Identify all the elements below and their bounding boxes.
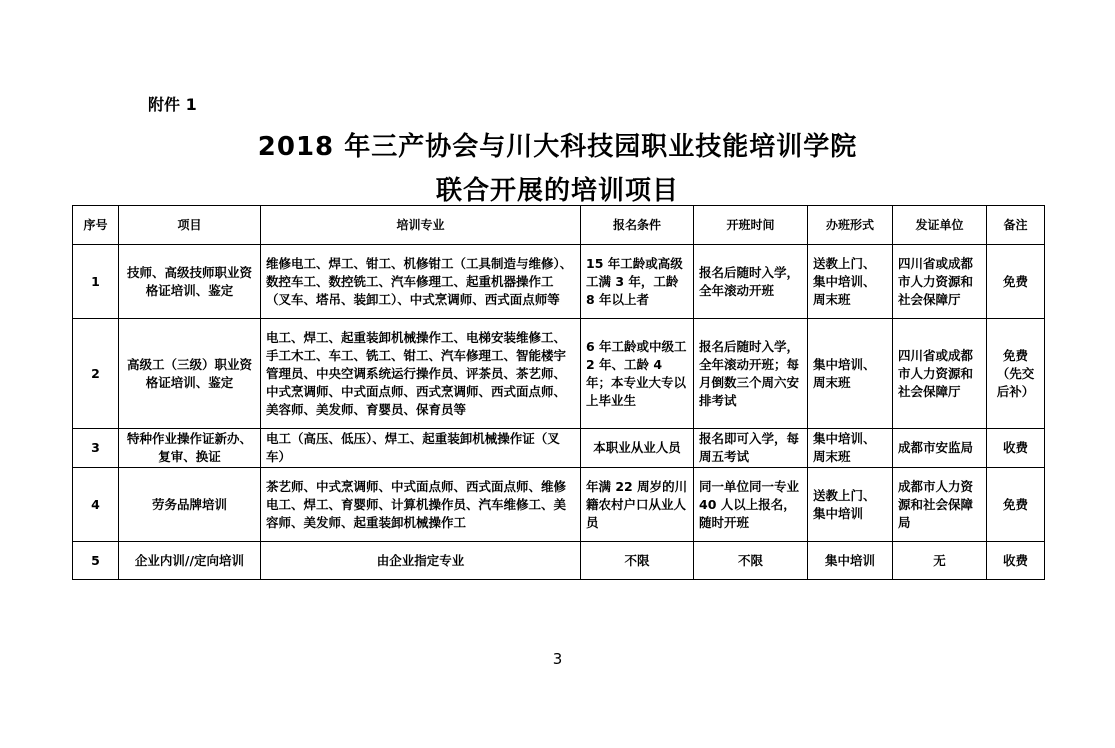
header-cell: 培训专业 — [261, 206, 581, 245]
header-cell: 项目 — [119, 206, 261, 245]
cell-project: 特种作业操作证新办、复审、换证 — [119, 429, 261, 468]
cell-start-time: 不限 — [694, 542, 808, 580]
cell-project: 技师、高级技师职业资格证培训、鉴定 — [119, 245, 261, 319]
header-cell: 发证单位 — [893, 206, 987, 245]
cell-project: 企业内训//定向培训 — [119, 542, 261, 580]
cell-project: 高级工（三级）职业资格证培训、鉴定 — [119, 319, 261, 429]
cell-majors: 电工、焊工、起重装卸机械操作工、电梯安装维修工、手工木工、车工、铣工、钳工、汽车修理工、智能楼宇管理员、中央空调系统运行操作员、评茶员、茶艺师、中式烹调师、中式面点师、西式烹调师、西式面点师、美容师、美发师、育婴员、保育员等 — [261, 319, 581, 429]
cell-index: 1 — [73, 245, 119, 319]
cell-majors: 茶艺师、中式烹调师、中式面点师、西式面点师、维修电工、焊工、育婴师、计算机操作员、汽车维修工、美容师、美发师、起重装卸机械操作工 — [261, 468, 581, 542]
cell-issuer: 成都市安监局 — [893, 429, 987, 468]
header-cell: 开班时间 — [694, 206, 808, 245]
cell-requirements: 年满 22 周岁的川籍农村户口从业人员 — [581, 468, 694, 542]
cell-remark: 免费（先交后补） — [987, 319, 1045, 429]
cell-issuer: 四川省或成都市人力资源和社会保障厅 — [893, 319, 987, 429]
cell-majors: 电工（高压、低压）、焊工、起重装卸机械操作证（叉车） — [261, 429, 581, 468]
header-cell: 办班形式 — [808, 206, 893, 245]
page-number: 3 — [552, 650, 563, 668]
cell-issuer: 成都市人力资源和社会保障局 — [893, 468, 987, 542]
header-cell: 报名条件 — [581, 206, 694, 245]
table-row — [73, 542, 1045, 580]
cell-project: 劳务品牌培训 — [119, 468, 261, 542]
cell-index: 5 — [73, 542, 119, 580]
table-row — [73, 245, 1045, 319]
cell-remark: 免费 — [987, 468, 1045, 542]
table-row — [73, 468, 1045, 542]
cell-requirements: 本职业从业人员 — [581, 429, 694, 468]
cell-start-time: 报名后随时入学，全年滚动开班 — [694, 245, 808, 319]
cell-format: 集中培训、周末班 — [808, 319, 893, 429]
cell-start-time: 同一单位同一专业 40 人以上报名，随时开班 — [694, 468, 808, 542]
cell-index: 4 — [73, 468, 119, 542]
cell-requirements: 6 年工龄或中级工 2 年、工龄 4 年；本专业大专以上毕业生 — [581, 319, 694, 429]
table-row — [73, 429, 1045, 468]
cell-issuer: 四川省或成都市人力资源和社会保障厅 — [893, 245, 987, 319]
header-cell: 序号 — [73, 206, 119, 245]
cell-requirements: 不限 — [581, 542, 694, 580]
cell-remark: 收费 — [987, 429, 1045, 468]
cell-remark: 免费 — [987, 245, 1045, 319]
training-projects-table — [72, 205, 1045, 580]
cell-issuer: 无 — [893, 542, 987, 580]
cell-majors: 由企业指定专业 — [261, 542, 581, 580]
attachment-label: 附件 1 — [148, 95, 197, 114]
cell-remark: 收费 — [987, 542, 1045, 580]
cell-format: 集中培训 — [808, 542, 893, 580]
document-title-line2: 联合开展的培训项目 — [435, 176, 679, 206]
header-cell: 备注 — [987, 206, 1045, 245]
cell-format: 送教上门、集中培训、周末班 — [808, 245, 893, 319]
cell-format: 送教上门、集中培训 — [808, 468, 893, 542]
cell-start-time: 报名后随时入学，全年滚动开班；每月倒数三个周六安排考试 — [694, 319, 808, 429]
table-header-row — [73, 206, 1045, 245]
cell-format: 集中培训、周末班 — [808, 429, 893, 468]
table-row — [73, 319, 1045, 429]
cell-requirements: 15 年工龄或高级工满 3 年，工龄 8 年以上者 — [581, 245, 694, 319]
document-title-line1: 2018 年三产协会与川大科技园职业技能培训学院 — [257, 132, 858, 162]
cell-index: 2 — [73, 319, 119, 429]
cell-index: 3 — [73, 429, 119, 468]
cell-majors: 维修电工、焊工、钳工、机修钳工（工具制造与维修）、数控车工、数控铣工、汽车修理工、起重机器操作工（叉车、塔吊、装卸工）、中式烹调师、西式面点师等 — [261, 245, 581, 319]
cell-start-time: 报名即可入学，每周五考试 — [694, 429, 808, 468]
